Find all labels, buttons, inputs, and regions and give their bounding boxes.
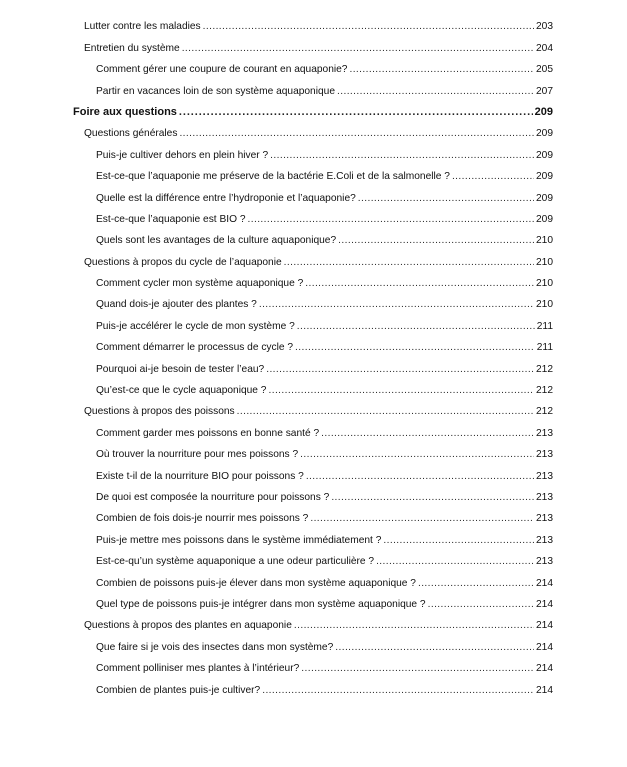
toc-entry-title[interactable]: Quels sont les avantages de la culture aquaponique? xyxy=(96,235,337,247)
toc-entry[interactable] xyxy=(96,269,553,290)
dot-leader xyxy=(262,684,534,697)
toc-entry-page-number[interactable]: 210 xyxy=(536,299,553,311)
dot-leader xyxy=(270,149,534,162)
dot-leader xyxy=(300,448,534,461)
toc-entry-title[interactable]: Quelle est la différence entre l’hydroponie et l’aquaponie? xyxy=(96,192,356,204)
toc-entry-page-number[interactable]: 209 xyxy=(534,105,553,118)
toc-entry-page-number[interactable]: 214 xyxy=(536,663,553,675)
dot-leader xyxy=(306,470,534,483)
toc-entry[interactable] xyxy=(84,33,553,54)
toc-entry[interactable] xyxy=(96,590,553,611)
dot-leader xyxy=(294,619,534,632)
toc-entry-page-number[interactable]: 210 xyxy=(536,235,553,247)
toc-entry[interactable] xyxy=(96,162,553,183)
toc-entry-page-number[interactable]: 209 xyxy=(536,171,553,183)
toc-entry-page-number[interactable]: 213 xyxy=(536,427,553,439)
dot-leader xyxy=(321,427,534,440)
toc-entry[interactable] xyxy=(96,483,553,504)
toc-entry-title[interactable]: Combien de plantes puis-je cultiver? xyxy=(96,684,261,696)
toc-entry[interactable] xyxy=(84,611,553,632)
dot-leader xyxy=(297,320,535,333)
toc-entry-page-number[interactable]: 205 xyxy=(536,64,553,76)
toc-entry[interactable] xyxy=(96,568,553,589)
dot-leader xyxy=(305,277,534,290)
toc-entry-title[interactable]: Existe t-il de la nourriture BIO pour poissons ? xyxy=(96,470,304,482)
toc-entry-title[interactable]: Questions à propos des plantes en aquaponie xyxy=(84,620,292,632)
toc-entry-title[interactable]: Puis-je cultiver dehors en plein hiver ? xyxy=(96,149,269,161)
dot-leader xyxy=(248,213,534,226)
toc-entry-title[interactable]: Est-ce-qu’un système aquaponique a une odeur particulière ? xyxy=(96,556,375,568)
toc-entry[interactable] xyxy=(84,397,553,418)
toc-entry-page-number[interactable]: 213 xyxy=(536,513,553,525)
toc-entry-page-number[interactable]: 212 xyxy=(536,363,553,375)
toc-entry-title[interactable]: Foire aux questions xyxy=(73,105,177,118)
toc-entry-page-number[interactable]: 209 xyxy=(536,149,553,161)
toc-entry-title[interactable]: Questions à propos des poissons xyxy=(84,406,235,418)
dot-leader xyxy=(301,662,534,675)
toc-entry[interactable] xyxy=(84,119,553,140)
toc-entry-page-number[interactable]: 214 xyxy=(536,598,553,610)
dot-leader xyxy=(179,106,533,119)
toc-entry-page-number[interactable]: 214 xyxy=(536,620,553,632)
toc-entry-title[interactable]: Comment cycler mon système aquaponique ? xyxy=(96,278,304,290)
toc-entry-page-number[interactable]: 211 xyxy=(536,320,553,332)
toc-entry[interactable] xyxy=(96,183,553,204)
toc-entry[interactable] xyxy=(96,504,553,525)
toc-entry[interactable] xyxy=(96,461,553,482)
table-of-contents xyxy=(0,12,627,697)
toc-entry-title[interactable]: Quand dois-je ajouter des plantes ? xyxy=(96,299,257,311)
toc-entry[interactable] xyxy=(96,354,553,375)
toc-entry-title[interactable]: Entretien du système xyxy=(84,42,180,54)
toc-entry-page-number[interactable]: 213 xyxy=(536,449,553,461)
toc-entry[interactable] xyxy=(96,205,553,226)
toc-entry[interactable] xyxy=(96,440,553,461)
dot-leader xyxy=(349,63,534,76)
toc-entry[interactable] xyxy=(96,311,553,332)
dot-leader xyxy=(203,20,534,33)
toc-entry-title[interactable]: De quoi est composée la nourriture pour poissons ? xyxy=(96,491,330,503)
toc-entry-page-number[interactable]: 209 xyxy=(536,213,553,225)
dot-leader xyxy=(259,298,534,311)
toc-entry[interactable] xyxy=(96,675,553,696)
toc-entry[interactable] xyxy=(84,12,553,33)
toc-entry-page-number[interactable]: 212 xyxy=(536,385,553,397)
toc-entry-page-number[interactable]: 209 xyxy=(536,128,553,140)
toc-entry-page-number[interactable]: 210 xyxy=(536,256,553,268)
toc-entry-page-number[interactable]: 214 xyxy=(536,577,553,589)
dot-leader xyxy=(179,127,534,140)
toc-entry-title[interactable]: Puis-je mettre mes poissons dans le système immédiatement ? xyxy=(96,534,382,546)
toc-entry-title[interactable]: Comment démarrer le processus de cycle ? xyxy=(96,342,294,354)
toc-entry-page-number[interactable]: 214 xyxy=(536,684,553,696)
dot-leader xyxy=(284,256,534,269)
toc-entry[interactable] xyxy=(96,418,553,439)
toc-entry-page-number[interactable]: 204 xyxy=(536,42,553,54)
dot-leader xyxy=(295,341,535,354)
toc-entry[interactable] xyxy=(96,140,553,161)
toc-entry-title[interactable]: Où trouver la nourriture pour mes poissons ? xyxy=(96,449,299,461)
toc-entry-page-number[interactable]: 212 xyxy=(536,406,553,418)
toc-entry[interactable] xyxy=(96,76,553,97)
dot-leader xyxy=(335,641,534,654)
toc-entry-title[interactable]: Comment garder mes poissons en bonne santé ? xyxy=(96,427,320,439)
toc-entry[interactable] xyxy=(96,632,553,653)
toc-entry[interactable] xyxy=(96,55,553,76)
toc-entry[interactable] xyxy=(84,247,553,268)
toc-entry[interactable] xyxy=(96,525,553,546)
toc-entry-title[interactable]: Qu’est-ce que le cycle aquaponique ? xyxy=(96,385,267,397)
dot-leader xyxy=(418,577,534,590)
toc-entry-title[interactable]: Que faire si je vois des insectes dans mon système? xyxy=(96,641,334,653)
toc-entry-page-number[interactable]: 213 xyxy=(536,534,553,546)
toc-entry[interactable] xyxy=(73,98,553,119)
dot-leader xyxy=(310,512,534,525)
toc-entry[interactable] xyxy=(96,333,553,354)
toc-entry-title[interactable]: Lutter contre les maladies xyxy=(84,21,201,33)
dot-leader xyxy=(452,170,534,183)
toc-entry-title[interactable]: Quel type de poissons puis-je intégrer dans mon système aquaponique ? xyxy=(96,598,426,610)
dot-leader xyxy=(383,534,534,547)
dot-leader xyxy=(237,405,534,418)
toc-entry-page-number[interactable]: 210 xyxy=(536,278,553,290)
toc-entry-page-number[interactable]: 211 xyxy=(536,342,553,354)
dot-leader xyxy=(266,363,534,376)
toc-entry[interactable] xyxy=(96,226,553,247)
toc-entry-page-number[interactable]: 214 xyxy=(536,641,553,653)
toc-entry-page-number[interactable]: 213 xyxy=(536,556,553,568)
toc-entry-title[interactable]: Questions générales xyxy=(84,128,178,140)
toc-entry-title[interactable]: Comment polliniser mes plantes à l’intérieur? xyxy=(96,663,300,675)
dot-leader xyxy=(182,42,534,55)
toc-entry-title[interactable]: Puis-je accélérer le cycle de mon système ? xyxy=(96,320,295,332)
dot-leader xyxy=(338,234,534,247)
toc-entry-title[interactable]: Combien de poissons puis-je élever dans mon système aquaponique ? xyxy=(96,577,416,589)
dot-leader xyxy=(428,598,534,611)
toc-entry-page-number[interactable]: 207 xyxy=(536,85,553,97)
toc-entry[interactable] xyxy=(96,654,553,675)
toc-entry[interactable] xyxy=(96,376,553,397)
dot-leader xyxy=(337,85,534,98)
toc-entry-page-number[interactable]: 203 xyxy=(536,21,553,33)
toc-entry-page-number[interactable]: 213 xyxy=(536,491,553,503)
toc-entry-title[interactable]: Combien de fois dois-je nourrir mes poissons ? xyxy=(96,513,309,525)
dot-leader xyxy=(331,491,534,504)
dot-leader xyxy=(268,384,534,397)
toc-entry[interactable] xyxy=(96,290,553,311)
toc-entry[interactable] xyxy=(96,547,553,568)
toc-entry-title[interactable]: Est-ce-que l’aquaponie est BIO ? xyxy=(96,213,246,225)
toc-entry-title[interactable]: Pourquoi ai-je besoin de tester l’eau? xyxy=(96,363,265,375)
toc-entry-title[interactable]: Questions à propos du cycle de l’aquaponie xyxy=(84,256,282,268)
toc-entry-title[interactable]: Est-ce-que l’aquaponie me préserve de la bactérie E.Coli et de la salmonelle ? xyxy=(96,171,450,183)
toc-entry-page-number[interactable]: 209 xyxy=(536,192,553,204)
toc-entry-title[interactable]: Partir en vacances loin de son système aquaponique xyxy=(96,85,335,97)
toc-entry-page-number[interactable]: 213 xyxy=(536,470,553,482)
dot-leader xyxy=(376,555,534,568)
toc-entry-title[interactable]: Comment gérer une coupure de courant en aquaponie? xyxy=(96,64,348,76)
dot-leader xyxy=(358,192,534,205)
